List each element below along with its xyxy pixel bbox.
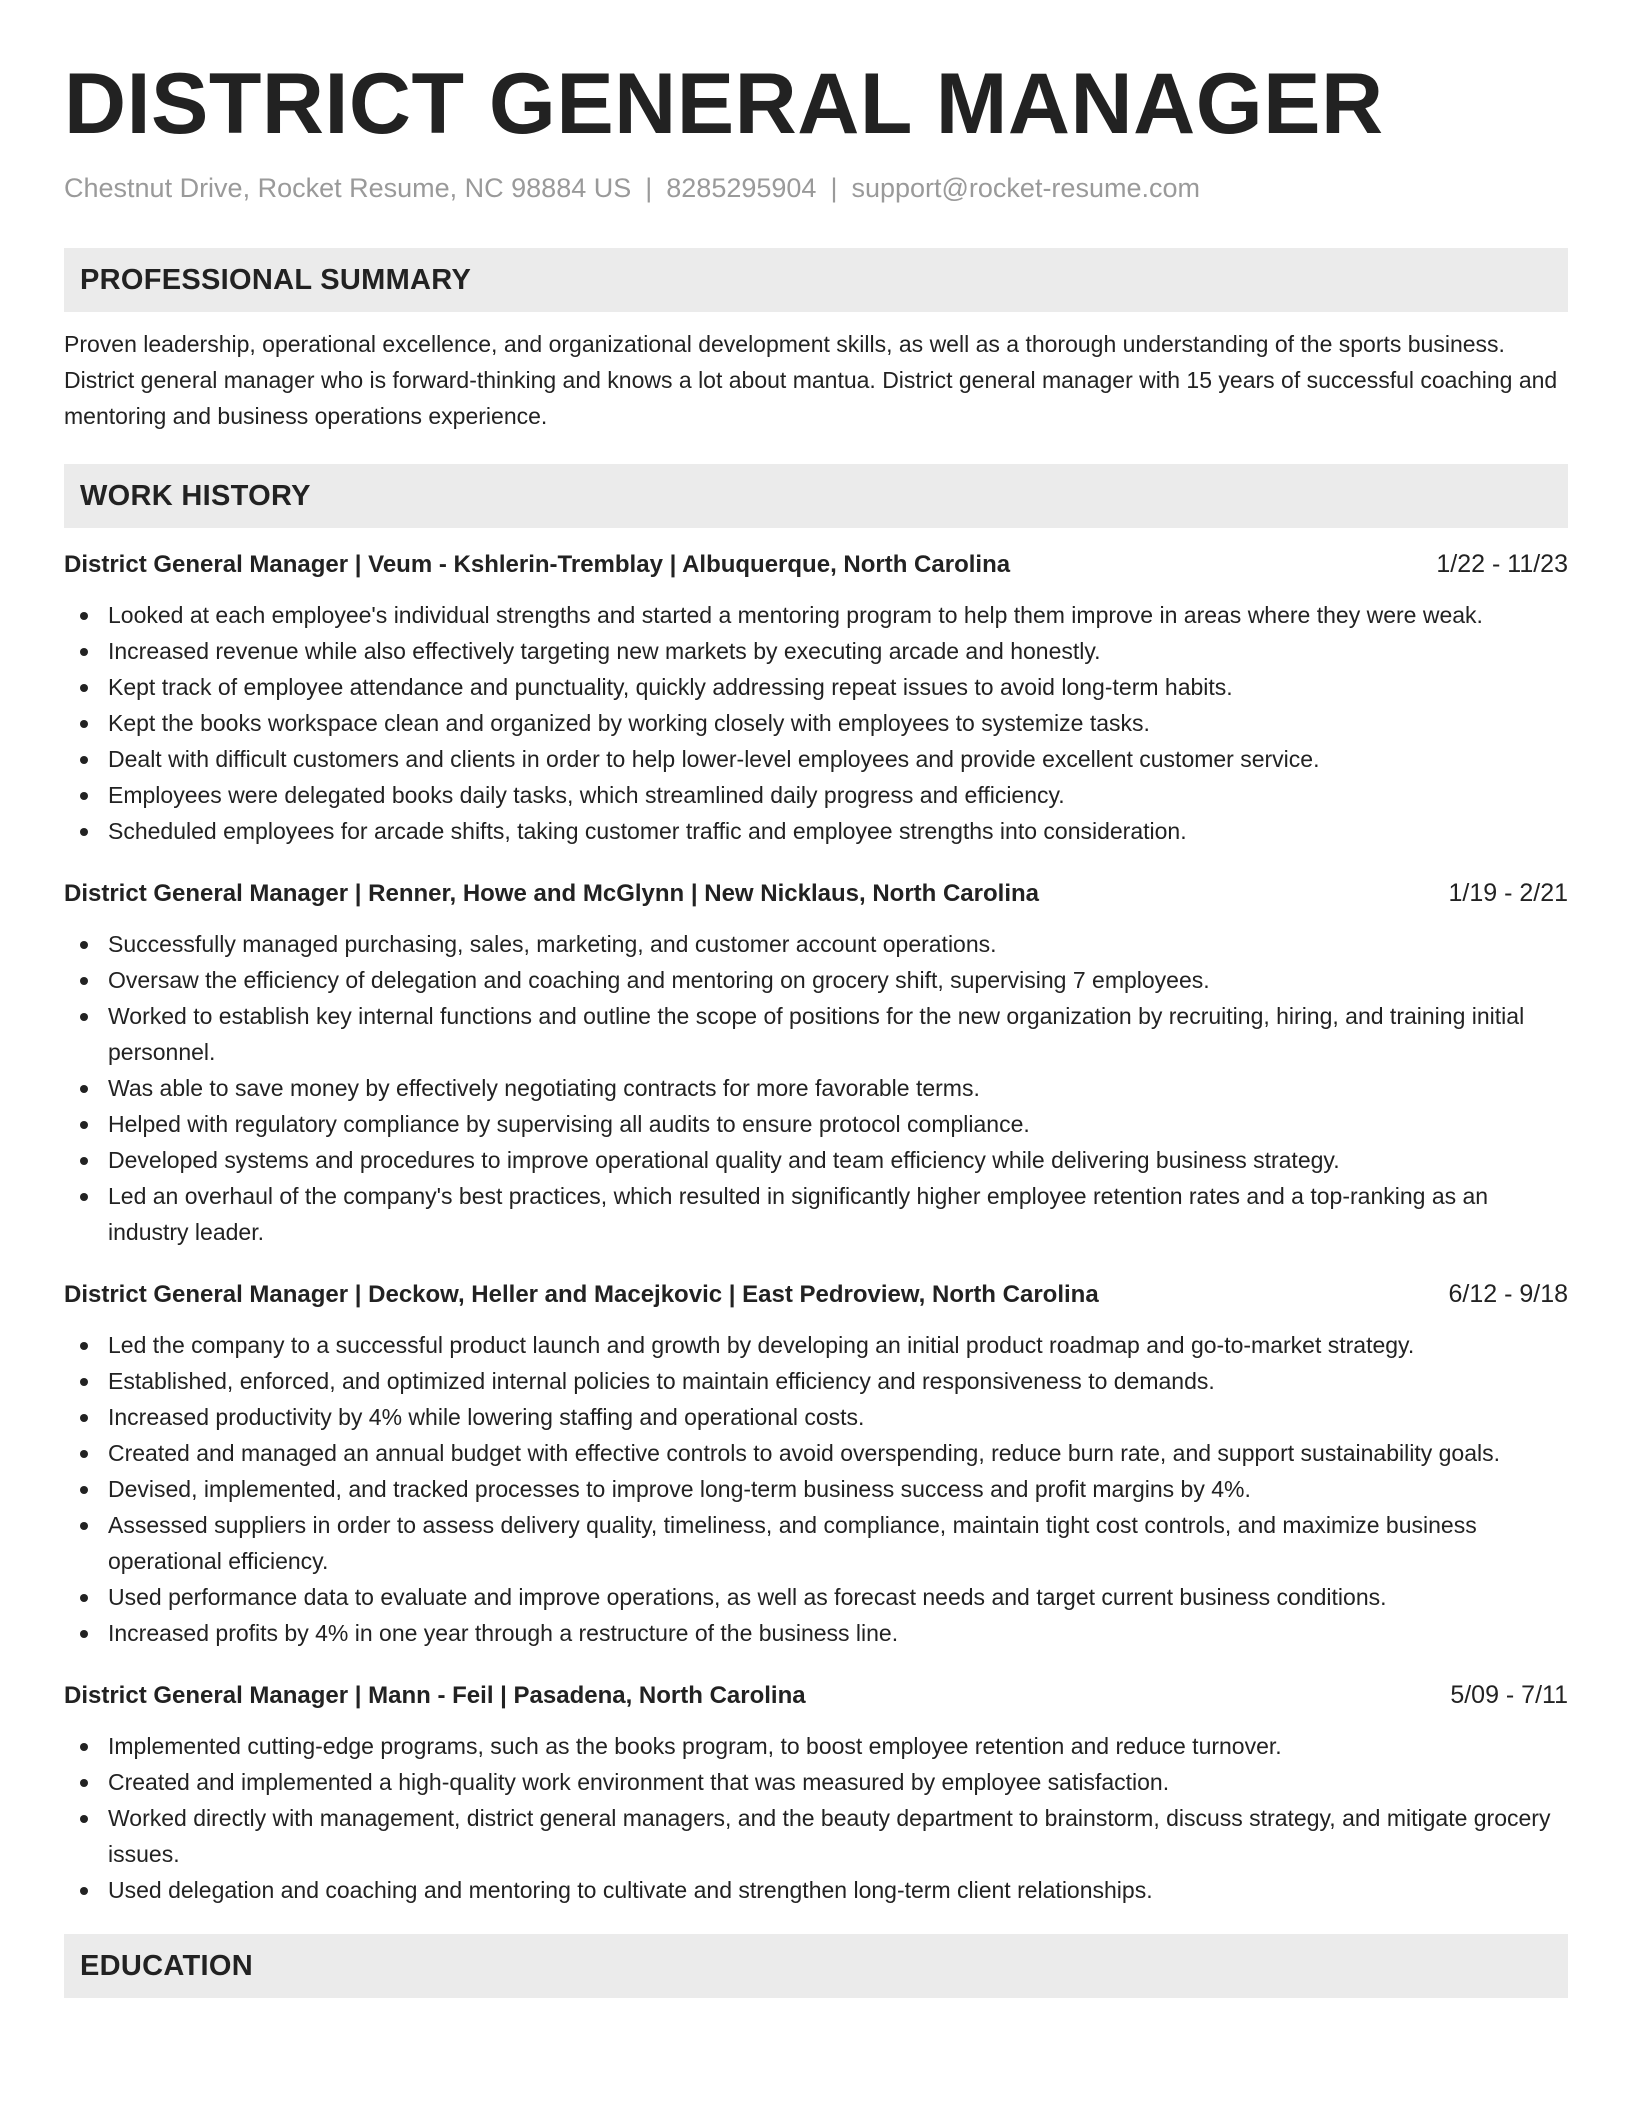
job-bullet: Established, enforced, and optimized internal policies to maintain efficiency and responsiveness to demands. [64,1363,1568,1399]
job-bullet: Worked to establish key internal functions and outline the scope of positions for the new organization by recruiting, hiring, and training initial personnel. [64,998,1568,1070]
job-bullet: Increased productivity by 4% while lowering staffing and operational costs. [64,1399,1568,1435]
job-bullets [64,597,1568,849]
summary-text: Proven leadership, operational excellence, and organizational development skills, as well as a thorough understanding of the sports business. District general manager who is forward-thinking and knows a lot about mantua. District general manager with 15 years of successful coaching and mentoring and business operations experience. [64,331,1558,429]
job-bullet: Dealt with difficult customers and clients in order to help lower-level employees and provide excellent customer service. [64,741,1568,777]
job-bullet: Oversaw the efficiency of delegation and coaching and mentoring on grocery shift, supervising 7 employees. [64,962,1568,998]
job-bullet: Increased profits by 4% in one year through a restructure of the business line. [64,1615,1568,1651]
contact-email: support@rocket-resume.com [851,173,1200,203]
job-title: District General Manager | Renner, Howe and McGlynn | New Nicklaus, North Carolina [64,880,1039,907]
job-header [64,1276,1568,1313]
job-title: District General Manager | Veum - Kshlerin-Tremblay | Albuquerque, North Carolina [64,551,1011,578]
job-bullet: Scheduled employees for arcade shifts, taking customer traffic and employee strengths into consideration. [64,813,1568,849]
work-history-list [64,546,1568,1908]
job-bullet: Employees were delegated books daily tasks, which streamlined daily progress and efficiency. [64,777,1568,813]
job-bullet: Increased revenue while also effectively targeting new markets by executing arcade and honestly. [64,633,1568,669]
job-bullet: Developed systems and procedures to improve operational quality and team efficiency while delivering business strategy. [64,1142,1568,1178]
job-dates: 1/22 - 11/23 [1436,550,1568,578]
job-bullets [64,1728,1568,1908]
job-bullet: Devised, implemented, and tracked processes to improve long-term business success and profit margins by 4%. [64,1471,1568,1507]
job-bullet: Kept track of employee attendance and punctuality, quickly addressing repeat issues to avoid long-term habits. [64,669,1568,705]
section-header-education: EDUCATION [64,1934,1568,1998]
job-bullet: Led the company to a successful product launch and growth by developing an initial product roadmap and go-to-market strategy. [64,1327,1568,1363]
job-bullet: Created and managed an annual budget with effective controls to avoid overspending, reduce burn rate, and support sustainability goals. [64,1435,1568,1471]
job-title: District General Manager | Deckow, Heller and Macejkovic | East Pedroview, North Carolina [64,1281,1099,1308]
job-entry [64,875,1568,1250]
section-header-summary: PROFESSIONAL SUMMARY [64,248,1568,312]
contact-phone: 8285295904 [666,173,817,203]
job-bullet: Looked at each employee's individual strengths and started a mentoring program to help them improve in areas where they were weak. [64,597,1568,633]
job-dates: 6/12 - 9/18 [1448,1280,1568,1308]
resume-name: DISTRICT GENERAL MANAGER [64,56,1384,152]
job-header [64,546,1568,583]
job-bullet: Helped with regulatory compliance by supervising all audits to ensure protocol compliance. [64,1106,1568,1142]
job-header [64,875,1568,912]
job-title: District General Manager | Mann - Feil | Pasadena, North Carolina [64,1682,806,1709]
job-entry [64,546,1568,849]
job-bullet: Kept the books workspace clean and organized by working closely with employees to systemize tasks. [64,705,1568,741]
job-bullet: Was able to save money by effectively negotiating contracts for more favorable terms. [64,1070,1568,1106]
job-dates: 1/19 - 2/21 [1448,879,1568,907]
job-entry [64,1677,1568,1908]
job-bullet: Used delegation and coaching and mentoring to cultivate and strengthen long-term client relationships. [64,1872,1568,1908]
job-entry [64,1276,1568,1651]
contact-line [64,170,1568,206]
contact-separator: | [645,173,653,203]
job-bullet: Successfully managed purchasing, sales, marketing, and customer account operations. [64,926,1568,962]
job-bullets [64,926,1568,1250]
job-bullet: Used performance data to evaluate and improve operations, as well as forecast needs and target current business conditions. [64,1579,1568,1615]
job-bullet: Implemented cutting-edge programs, such as the books program, to boost employee retention and reduce turnover. [64,1728,1568,1764]
job-bullet: Led an overhaul of the company's best practices, which resulted in significantly higher employee retention rates and a top-ranking as an industry leader. [64,1178,1568,1250]
job-bullet: Assessed suppliers in order to assess delivery quality, timeliness, and compliance, maintain tight cost controls, and maximize business operational efficiency. [64,1507,1568,1579]
section-header-work-history: WORK HISTORY [64,464,1568,528]
job-bullets [64,1327,1568,1651]
contact-address: Chestnut Drive, Rocket Resume, NC 98884 US [64,173,632,203]
job-bullet: Created and implemented a high-quality work environment that was measured by employee satisfaction. [64,1764,1568,1800]
job-header [64,1677,1568,1714]
job-bullet: Worked directly with management, district general managers, and the beauty department to brainstorm, discuss strategy, and mitigate grocery issues. [64,1800,1568,1872]
contact-separator: | [830,173,838,203]
job-dates: 5/09 - 7/11 [1450,1681,1568,1709]
